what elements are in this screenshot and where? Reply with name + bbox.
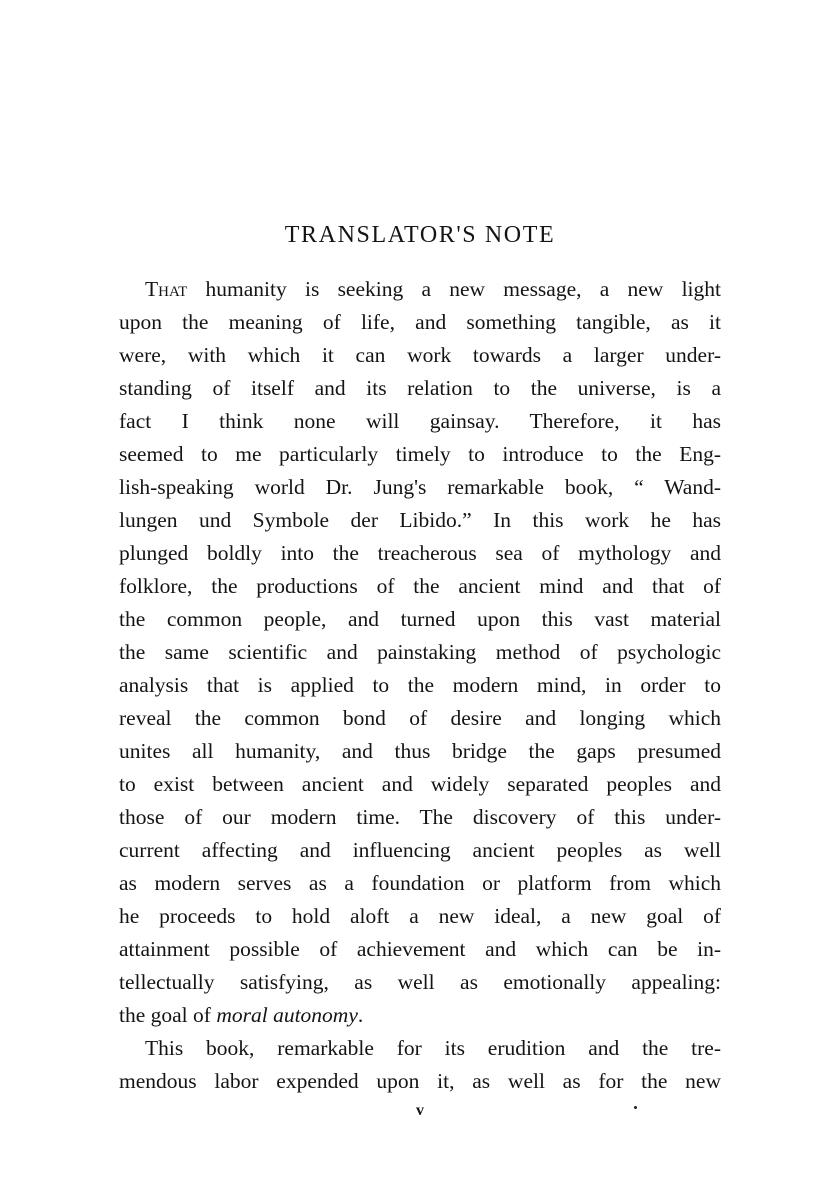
page-heading: TRANSLATOR'S NOTE — [284, 222, 556, 248]
paragraph-1-line: analysis that is applied to the modern mind, in order to — [119, 673, 721, 697]
paragraph-1-line: fact I think none will gainsay. Therefore, it has — [119, 409, 721, 433]
paragraph-1-line: standing of itself and its relation to the universe, is a — [119, 376, 721, 400]
paragraph-1-line: he proceeds to hold aloft a new ideal, a new goal of — [119, 904, 721, 928]
body-text — [119, 273, 721, 1098]
paragraph-1-line: were, with which it can work towards a larger under- — [119, 343, 721, 367]
paragraph-1-line: to exist between ancient and widely separated peoples and — [119, 772, 721, 796]
paragraph-1-line: folklore, the productions of the ancient mind and that of — [119, 574, 721, 598]
italic-phrase: moral autonomy — [216, 1003, 358, 1027]
paragraph-1-line-1 — [119, 273, 721, 306]
paragraph-1-line: reveal the common bond of desire and longing which — [119, 706, 721, 730]
paragraph-1-line: tellectually satisfying, as well as emotionally appealing: — [119, 970, 721, 994]
paragraph-2-line: mendous labor expended upon it, as well as for the new — [119, 1069, 721, 1093]
paragraph-1-line: unites all humanity, and thus bridge the gaps presumed — [119, 739, 721, 763]
paragraph-1-line: as modern serves as a foundation or platform from which — [119, 871, 721, 895]
line-text: the goal of — [119, 1003, 217, 1027]
paragraph-1-line: those of our modern time. The discovery of this under- — [119, 805, 721, 829]
page-number: v — [416, 1102, 424, 1119]
paragraph-1-line: upon the meaning of life, and something tangible, as it — [119, 310, 721, 334]
line-text: humanity is seeking a new message, a new light — [187, 277, 721, 301]
paragraph-1-line: the same scientific and painstaking method of psychologic — [119, 640, 721, 664]
line-text: . — [357, 1003, 364, 1027]
paragraph-2-line: This book, remarkable for its erudition and the tre- — [145, 1036, 721, 1060]
paragraph-1-line: lungen und Symbole der Libido.” In this work he has — [119, 508, 721, 532]
paragraph-1-line: seemed to me particularly timely to introduce to the Eng- — [119, 442, 721, 466]
small-caps-lead-word: That — [145, 277, 188, 301]
paragraph-1-line: plunged boldly into the treacherous sea of mythology and — [119, 541, 721, 565]
paragraph-1-line: the common people, and turned upon this vast material — [119, 607, 721, 631]
paragraph-1-line: lish-speaking world Dr. Jung's remarkable book, “ Wand- — [119, 475, 721, 499]
print-speck — [634, 1106, 637, 1109]
paragraph-1-last-line — [119, 999, 721, 1032]
paragraph-1-line: current affecting and influencing ancient peoples as well — [119, 838, 721, 862]
paragraph-1-line: attainment possible of achievement and which can be in- — [119, 937, 721, 961]
